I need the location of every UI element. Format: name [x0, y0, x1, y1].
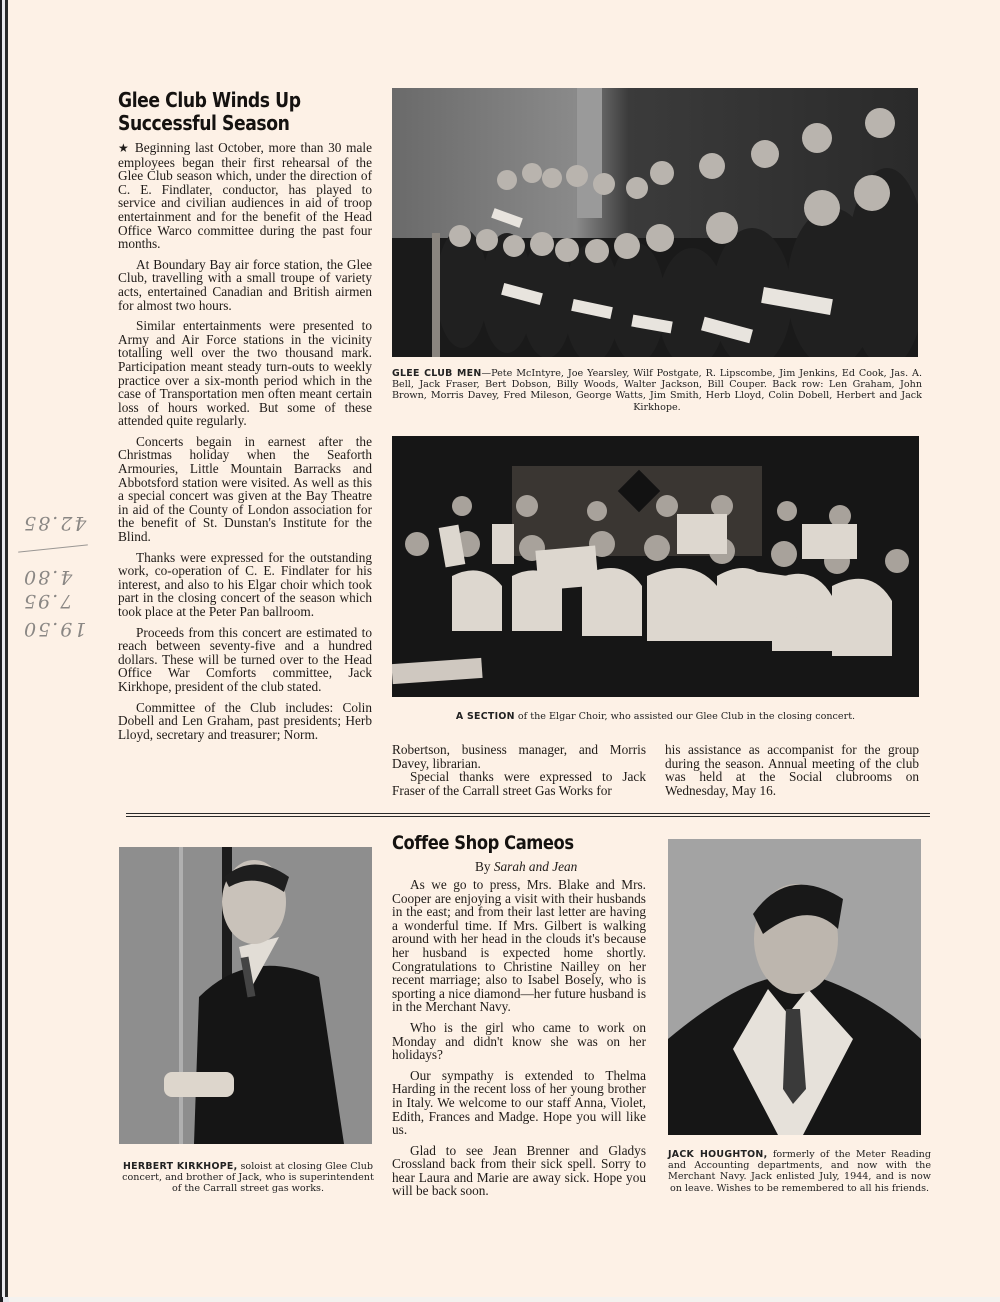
glee-article-column-continued [392, 743, 646, 797]
article-paragraph: Glad to see Jean Brenner and Gladys Crossland back from their sick spell. Sorry to hear Laura and Marie are away sick. Hope you will be back soon. [392, 1142, 646, 1199]
caption-lead: JACK HOUGHTON, [668, 1149, 768, 1160]
section-divider [126, 813, 930, 814]
article-paragraph: Who is the girl who came to work on Monday and didn't know she was on her holidays? [392, 1019, 646, 1063]
article-paragraph: As we go to press, Mrs. Blake and Mrs. Cooper are enjoying a visit with their husbands in the east; and from their last letter are having a wonderful time. If Mrs. Gilbert is walking around with her head in the clouds it's because her husband is expected home shortly. Congratulations to Christine Nailley on her recent marriage; also to Isabel Bosely, who is sporting a nice diamond—her future husband is in the Merchant Navy. [392, 877, 646, 1015]
margin-note: 42.85 [22, 512, 87, 534]
article-paragraph [118, 141, 372, 251]
glee-club-men-photo [392, 88, 918, 357]
article-paragraph: Robertson, business manager, and Morris Davey, librarian. [392, 742, 646, 771]
coffee-article-column [392, 878, 646, 1198]
article-paragraph: Committee of the Club includes: Colin Dobell and Len Graham, past presidents; Herb Lloyd, secretary and treasurer; Norm. [118, 699, 372, 742]
caption-text: —Pete McIntyre, Joe Yearsley, Wilf Postgate, R. Lipscombe, Jim Jenkins, Ed Cook, Jas. A. Bell, Jack Fraser, Bert Dobson, Billy Woods, Walter Jackson, Bill Couper. Back row: Len Graham, John Brown, Morris Davey, Fred Mileson, George Watts, Jim Smith, Herb Lloyd, Colin Dobell, Herbert and Jack Kirkhope. [392, 368, 922, 413]
caption-text: formerly of the Meter Reading and Accounting departments, and now with the Merchant Navy. Jack enlisted July, 1944, and is now on leave. Wishes to be remembered to all his friends. [668, 1149, 931, 1194]
elgar-choir-caption [392, 711, 919, 722]
caption-lead: GLEE CLUB MEN [392, 368, 482, 379]
article-paragraph: his assistance as accompanist for the group during the season. Annual meeting of the club was held at the Social clubrooms on Wednesday, May 16. [665, 742, 919, 798]
caption-lead: A SECTION [455, 711, 515, 722]
photo-image [119, 847, 372, 1144]
herbert-kirkhope-photo [119, 847, 372, 1144]
byline [475, 859, 577, 875]
photo-image [392, 436, 919, 697]
paragraph-text: Beginning last October, more than 30 male employees began their first rehearsal of the Glee Club season which, under the direction of C. E. Findlater, conductor, has played to service and civilian audiences in aid of troop entertainment and for the benefit of the Head Office Warco committee during the past four months. [118, 140, 372, 252]
caption-lead: HERBERT KIRKHOPE, [122, 1161, 238, 1172]
glee-headline [118, 89, 301, 135]
article-paragraph: Thanks were expressed for the outstanding work, co-operation of C. E. Findlater for his interest, and also to his Elgar choir which took part in the closing concert of the season which took place at the Peter Pan ballroom. [118, 549, 372, 619]
section-divider [126, 816, 930, 817]
caption-text: of the Elgar Choir, who assisted our Glee Club in the closing concert. [514, 711, 856, 722]
caption-text: soloist at closing Glee Club concert, and brother of Jack, who is superintendent of the Carrall street gas works. [122, 1161, 374, 1195]
margin-note-line [18, 544, 88, 552]
glee-article-column-final [665, 743, 919, 797]
article-paragraph: Similar entertainments were presented to Army and Air Force stations in the vicinity totalling well over the two thousand mark. Participation meant steady turn-outs to weekly practice over a six-month period which in the case of Transportation men often meant certain loss of hours worked. But some of these attended quite regularly. [118, 318, 372, 429]
article-paragraph: At Boundary Bay air force station, the Glee Club, travelling with a small troupe of variety acts, entertained Canadian and British airmen for almost two hours. [118, 256, 372, 313]
elgar-choir-photo [392, 436, 919, 697]
article-paragraph: Proceeds from this concert are estimated to reach between seventy-five and a hundred dollars. These will be turned over to the Head Office War Comforts committee, Jack Kirkhope, president of the club stated. [118, 624, 372, 694]
headline-line: Glee Club Winds Up [118, 88, 301, 112]
jack-houghton-photo [668, 839, 921, 1135]
glee-men-caption [392, 368, 922, 413]
jack-caption [668, 1149, 931, 1194]
margin-note: 19.50 [22, 618, 87, 640]
article-paragraph: Our sympathy is extended to Thelma Harding in the recent loss of her young brother in Italy. We welcome to our staff Anna, Violet, Edith, Frances and Madge. Hope you will like us. [392, 1067, 646, 1138]
herbert-caption [122, 1161, 374, 1195]
photo-image [668, 839, 921, 1135]
coffee-headline: Coffee Shop Cameos [392, 832, 574, 854]
article-paragraph: Special thanks were expressed to Jack Fraser of the Carrall street Gas Works for [392, 769, 646, 798]
byline-prefix: By [475, 859, 494, 874]
margin-note: 7.95 [22, 590, 73, 612]
margin-note: 4.80 [22, 566, 73, 588]
newsletter-page [8, 0, 1000, 1297]
star-icon: ★ [118, 141, 131, 155]
photo-image [392, 88, 918, 357]
headline-line: Successful Season [118, 111, 290, 135]
glee-article-column [118, 141, 372, 741]
article-paragraph: Concerts begain in earnest after the Christmas holiday when the Seaforth Armouries, Little Mountain Barracks and Abbotsford station were visited. As well as this a special concert was given at the Bay Theatre in aid of the County of London association for the benefit of St. Dunstan's Institute for the Blind. [118, 433, 372, 545]
byline-authors: Sarah and Jean [493, 859, 578, 874]
